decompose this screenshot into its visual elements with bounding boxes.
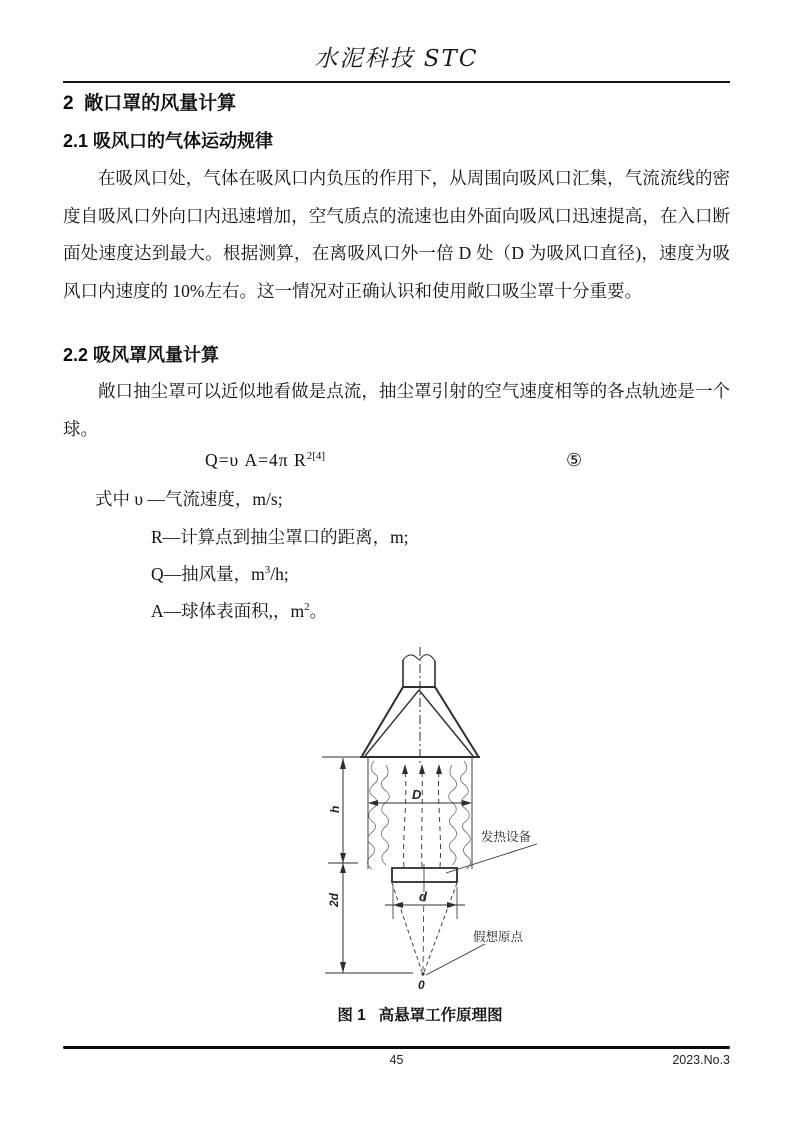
dim-left-arrow-bottom bbox=[340, 962, 346, 973]
section-heading-2: 2 敞口罩的风量计算 bbox=[63, 93, 237, 114]
imaginary-origin-leader bbox=[426, 944, 485, 975]
origin-point bbox=[421, 972, 424, 975]
where-item-Q-text: Q—抽风量，m bbox=[151, 564, 265, 584]
imaginary-origin-label: 假想原点 bbox=[473, 930, 524, 944]
figure-1-caption: 图 1 高悬罩工作原理图 bbox=[337, 1007, 503, 1024]
paragraph-point-flow: 敞口抽尘罩可以近似地看做是点流，抽尘罩引射的空气速度相等的各点轨迹是一个球。 bbox=[63, 381, 730, 439]
streamline-left-arrow bbox=[402, 764, 408, 774]
dimension-D-arrow-left bbox=[368, 800, 378, 806]
issue-number: 2023.No.3 bbox=[672, 1053, 730, 1067]
smoke-scribble-left-2 bbox=[381, 765, 389, 865]
equation-number: ⑤ bbox=[566, 450, 583, 470]
cone-dash-right bbox=[424, 883, 457, 972]
figure-1-diagram bbox=[300, 645, 600, 997]
equation-5 bbox=[205, 450, 325, 471]
equation-row bbox=[63, 450, 730, 480]
paragraph-airflow-law: 在吸风口处，气体在吸风口内负压的作用下，从周围向吸风口汇集，气流流线的密度自吸风口外向口内迅速增加，空气质点的流速也由外面向吸风口迅速提高，在入口断面处速度达到最大。根据测算，在离吸风口外一倍 D 处（D 为吸风口直径)，速度为吸风口内速度的 10%左右。这一情况对正确认识和使用敞口吸尘罩十分重要。 bbox=[63, 168, 730, 301]
equation-body: Q=υ A=4π R bbox=[205, 450, 307, 470]
dimension-D-label: D bbox=[412, 787, 422, 802]
duct-broken-top bbox=[403, 655, 435, 661]
origin-point-label: 0 bbox=[418, 978, 425, 992]
header-rule bbox=[63, 81, 730, 83]
where-item-Q-sup: 3 bbox=[264, 564, 271, 577]
dimension-h-label: h bbox=[328, 805, 342, 813]
smoke-scribble-right bbox=[460, 761, 470, 869]
duct-outline bbox=[403, 660, 435, 687]
streamline-center-arrow bbox=[419, 764, 425, 774]
dimension-d-label: d bbox=[419, 889, 427, 904]
where-item-Q-post: /h; bbox=[270, 564, 289, 584]
streamline-right bbox=[439, 771, 441, 867]
where-item-A-sup: 2 bbox=[304, 601, 310, 614]
subsection-heading-2-2: 2.2 吸风罩风量计算 bbox=[63, 345, 220, 365]
where-item-A-post: 。 bbox=[309, 601, 328, 621]
where-item-A-text: A—球体表面积,，m bbox=[151, 601, 305, 621]
footer-rule bbox=[63, 1046, 730, 1049]
smoke-scribble-right-2 bbox=[449, 765, 457, 865]
dimension-2d-label: 2d bbox=[327, 892, 341, 907]
where-item-Q bbox=[151, 561, 289, 586]
dim-left-arrow-top bbox=[340, 758, 346, 769]
dim-left-arrow-mid-up bbox=[340, 853, 346, 863]
streamline-right-arrow bbox=[436, 764, 442, 774]
where-item-A bbox=[151, 598, 327, 623]
dimension-d-arrow-left bbox=[393, 902, 403, 908]
streamline-left bbox=[404, 771, 406, 867]
page-number: 45 bbox=[389, 1053, 404, 1067]
equation-superscript: 2[4] bbox=[306, 450, 326, 463]
smoke-scribble-left bbox=[367, 761, 377, 869]
heating-equipment-rect bbox=[392, 868, 457, 882]
streamline-center bbox=[422, 771, 423, 867]
heating-equipment-label: 发热设备 bbox=[481, 830, 532, 844]
heating-equipment-leader bbox=[446, 844, 537, 873]
dim-left-arrow-mid-down bbox=[340, 863, 346, 873]
where-item-R bbox=[151, 524, 409, 549]
journal-title: 水泥科技 STC bbox=[314, 46, 479, 72]
subsection-heading-2-1: 2.1 吸风口的气体运动规律 bbox=[63, 131, 274, 151]
dimension-D-arrow-right bbox=[462, 800, 472, 806]
where-lead-velocity: 式中 υ —气流速度，m/s; bbox=[95, 489, 283, 509]
cone-dash-left bbox=[392, 883, 422, 972]
where-item-R-text: R—计算点到抽尘罩口的距离，m; bbox=[151, 527, 409, 547]
